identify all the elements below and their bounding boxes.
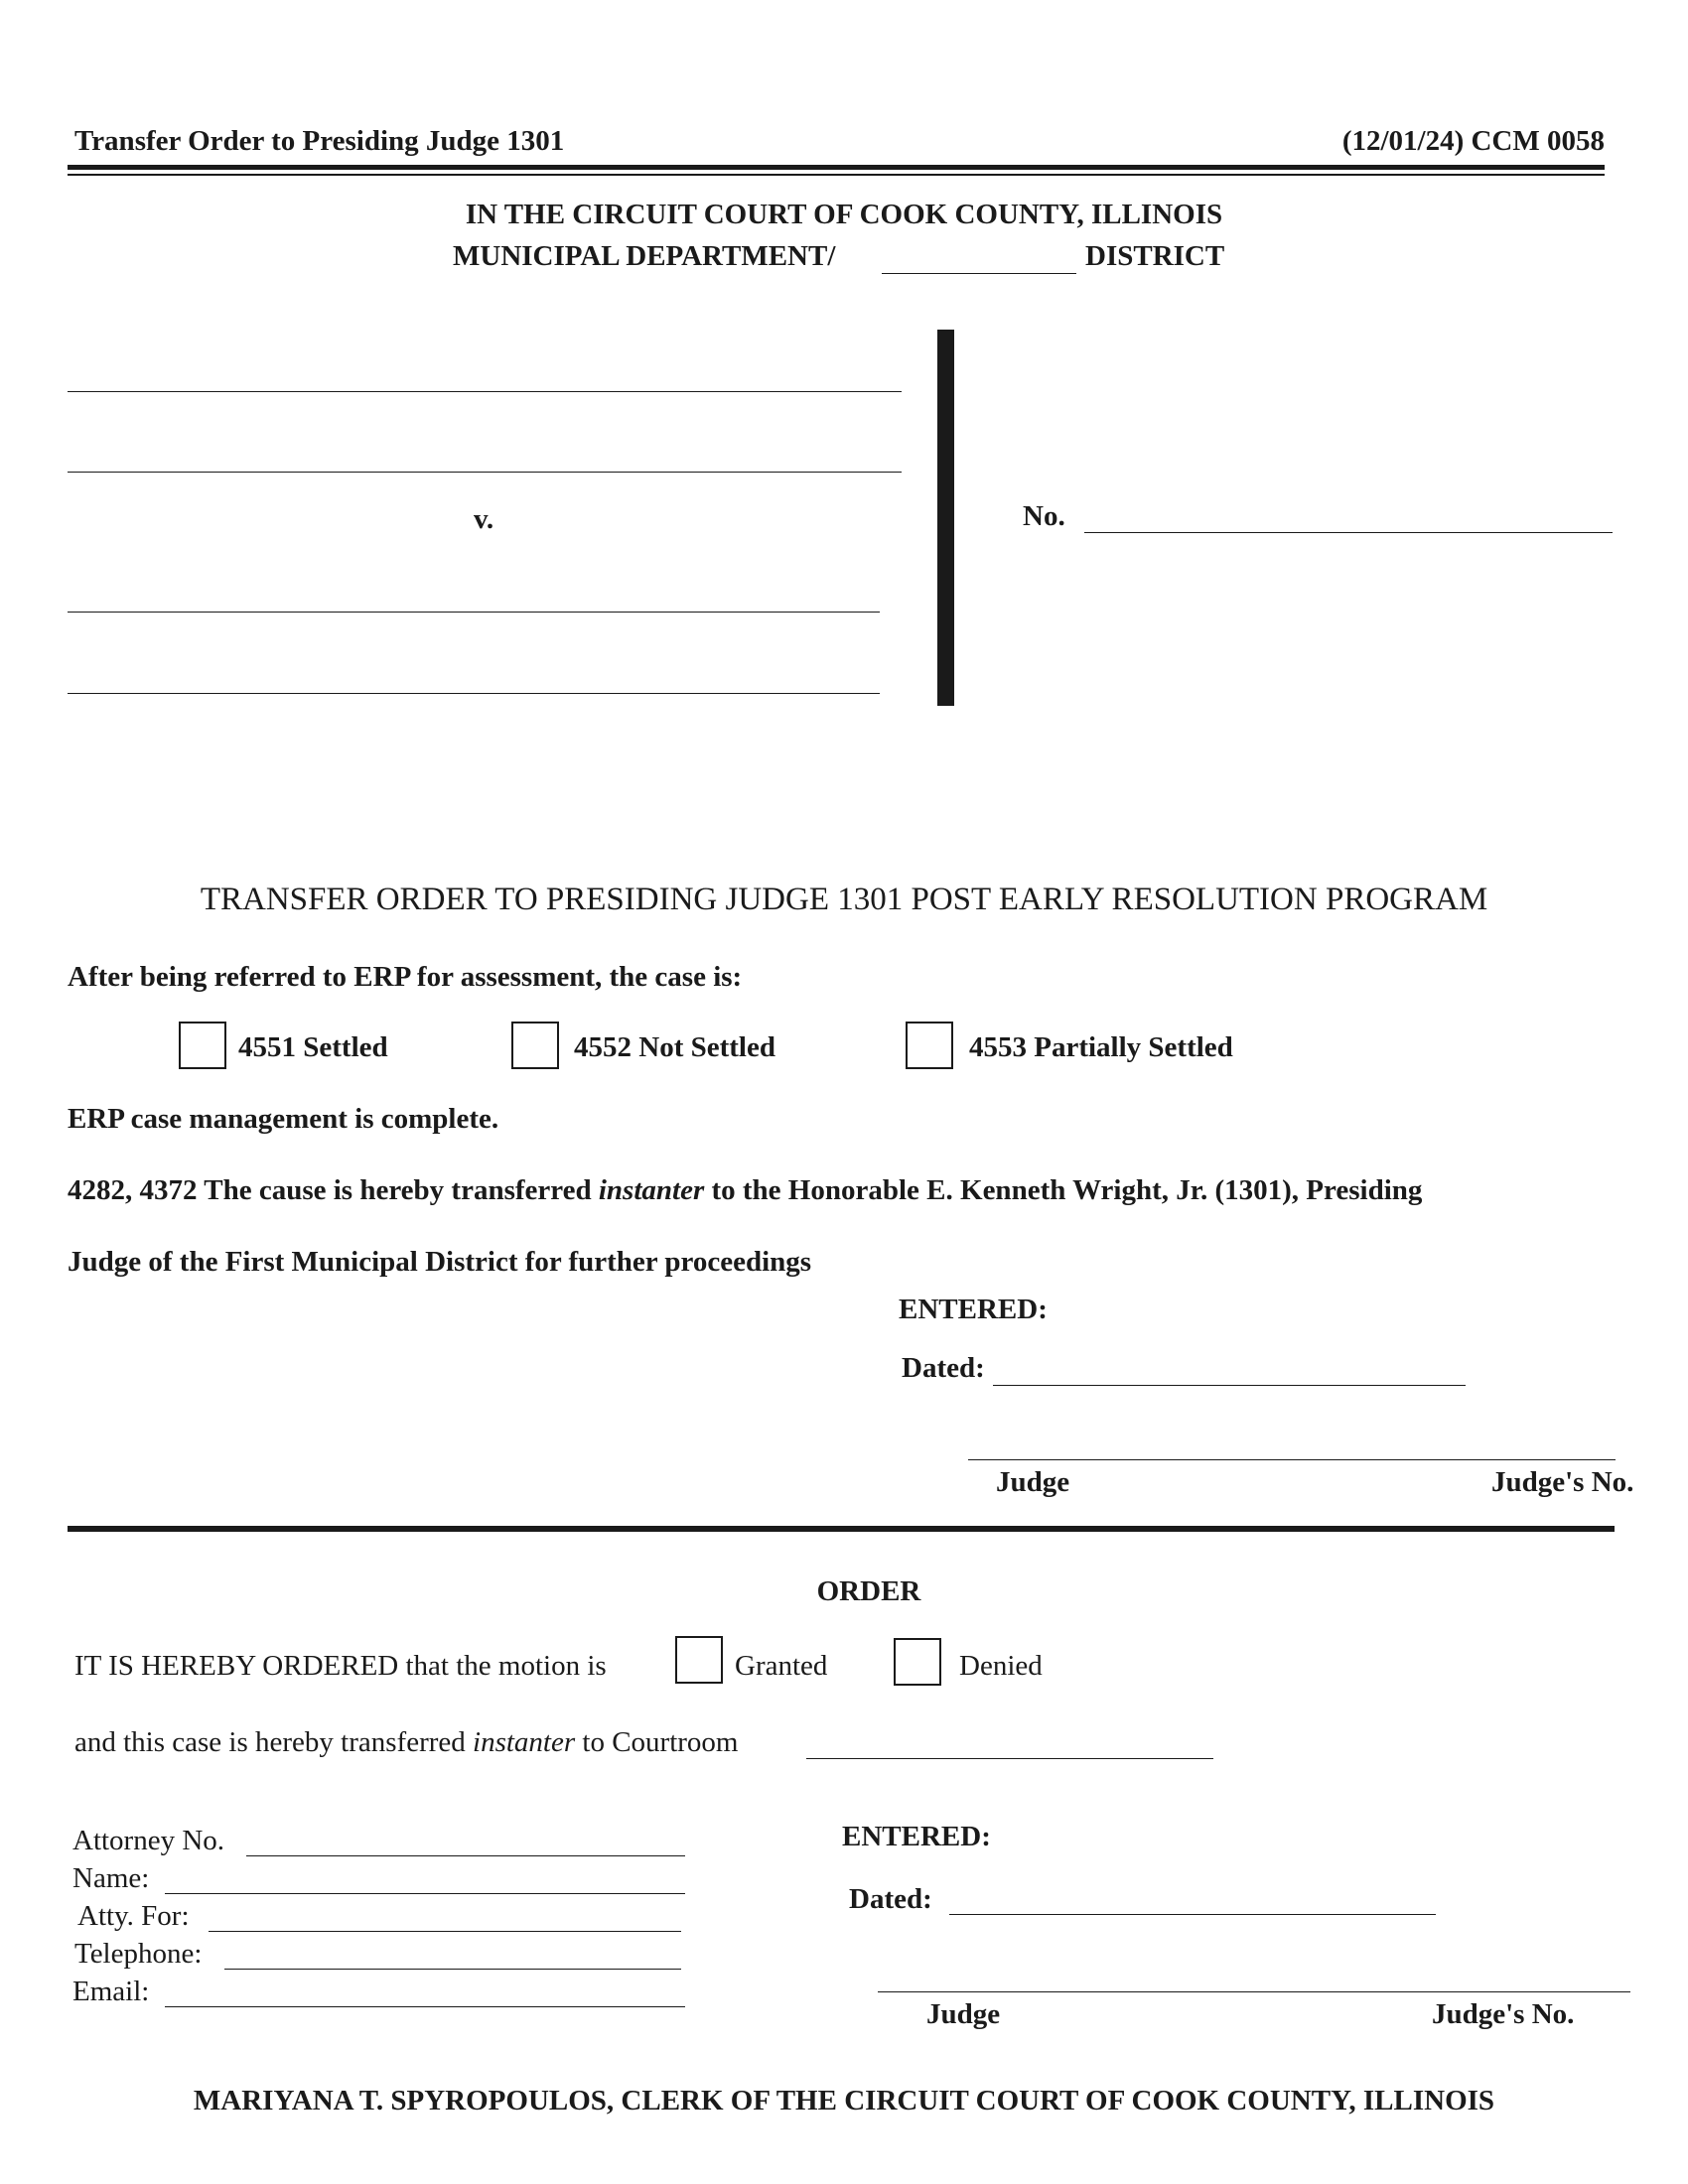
clerk-footer: MARIYANA T. SPYROPOULOS, CLERK OF THE CIRCUIT COURT OF COOK COUNTY, ILLINOIS [193,2085,1495,2116]
atty-for-label: Atty. For: [77,1900,190,1932]
name-field[interactable] [165,1893,685,1894]
email-label: Email: [72,1976,150,2007]
courtroom-field[interactable] [806,1758,1213,1759]
courtroom-italic: instanter [473,1726,576,1758]
courtroom-post: to Courtroom [575,1726,739,1758]
partially-settled-option-label: 4553 Partially Settled [969,1031,1233,1063]
motion-text: IT IS HEREBY ORDERED that the motion is [74,1650,607,1682]
granted-checkbox[interactable] [675,1636,723,1684]
district-blank[interactable] [882,273,1076,274]
name-label: Name: [72,1862,150,1894]
transfer-body-italic: instanter [598,1174,705,1206]
transfer-entered-label: ENTERED: [899,1294,1048,1325]
order-judge-signature-line[interactable] [878,1991,1630,1992]
transfer-judge-label: Judge [996,1466,1070,1498]
transfer-order-title: TRANSFER ORDER TO PRESIDING JUDGE 1301 POST EARLY RESOLUTION PROGRAM [200,882,1488,917]
courtroom-pre: and this case is hereby transferred [74,1726,474,1758]
defendant-line-1[interactable] [68,612,880,613]
transfer-body-pre: 4282, 4372 The cause is hereby transferred [68,1174,599,1206]
order-judge-label: Judge [926,1998,1001,2030]
denied-checkbox[interactable] [894,1638,941,1686]
attorney-no-label: Attorney No. [72,1825,225,1856]
transfer-body-line-2: Judge of the First Municipal District for further proceedings [68,1246,812,1278]
form-code: (12/01/24) CCM 0058 [1341,125,1605,157]
header-rule-thin [68,174,1605,176]
caption-divider-bar [937,330,954,706]
granted-label: Granted [735,1650,828,1682]
not-settled-checkbox[interactable] [511,1022,559,1069]
order-dated-field[interactable] [949,1914,1436,1915]
court-name: IN THE CIRCUIT COURT OF COOK COUNTY, ILLINOIS [465,199,1223,230]
partially-settled-checkbox[interactable] [906,1022,953,1069]
district-label: DISTRICT [1085,240,1225,272]
denied-label: Denied [959,1650,1043,1682]
settled-checkbox[interactable] [179,1022,226,1069]
versus-label: v. [474,503,494,535]
telephone-field[interactable] [224,1969,681,1970]
transfer-dated-label: Dated: [902,1352,985,1384]
transfer-judge-signature-line[interactable] [968,1459,1616,1460]
section-divider [68,1526,1615,1532]
order-judge-no-label: Judge's No. [1432,1998,1575,2030]
attorney-no-field[interactable] [246,1855,685,1856]
case-no-label: No. [1023,500,1065,532]
not-settled-option-label: 4552 Not Settled [574,1031,775,1063]
plaintiff-line-1[interactable] [68,391,902,392]
telephone-label: Telephone: [74,1938,203,1970]
settled-option-label: 4551 Settled [238,1031,388,1063]
transfer-dated-field[interactable] [993,1385,1466,1386]
transfer-judge-no-label: Judge's No. [1491,1466,1634,1498]
defendant-line-2[interactable] [68,693,880,694]
transfer-body-line-1 [68,1174,1422,1207]
header-rule-thick [68,165,1605,170]
erp-complete-text: ERP case management is complete. [68,1103,499,1135]
erp-assessment-intro: After being referred to ERP for assessment, the case is: [68,961,743,993]
order-dated-label: Dated: [849,1883,932,1915]
form-title: Transfer Order to Presiding Judge 1301 [74,125,565,157]
order-title: ORDER [816,1575,921,1607]
plaintiff-line-2[interactable] [68,472,902,473]
atty-for-field[interactable] [209,1931,681,1932]
order-entered-label: ENTERED: [842,1821,991,1852]
email-field[interactable] [165,2006,685,2007]
department-label: MUNICIPAL DEPARTMENT/ [453,240,836,272]
courtroom-text [74,1726,738,1759]
transfer-body-post: to the Honorable E. Kenneth Wright, Jr. (1301), Presiding [704,1174,1423,1206]
case-no-field[interactable] [1084,532,1613,533]
